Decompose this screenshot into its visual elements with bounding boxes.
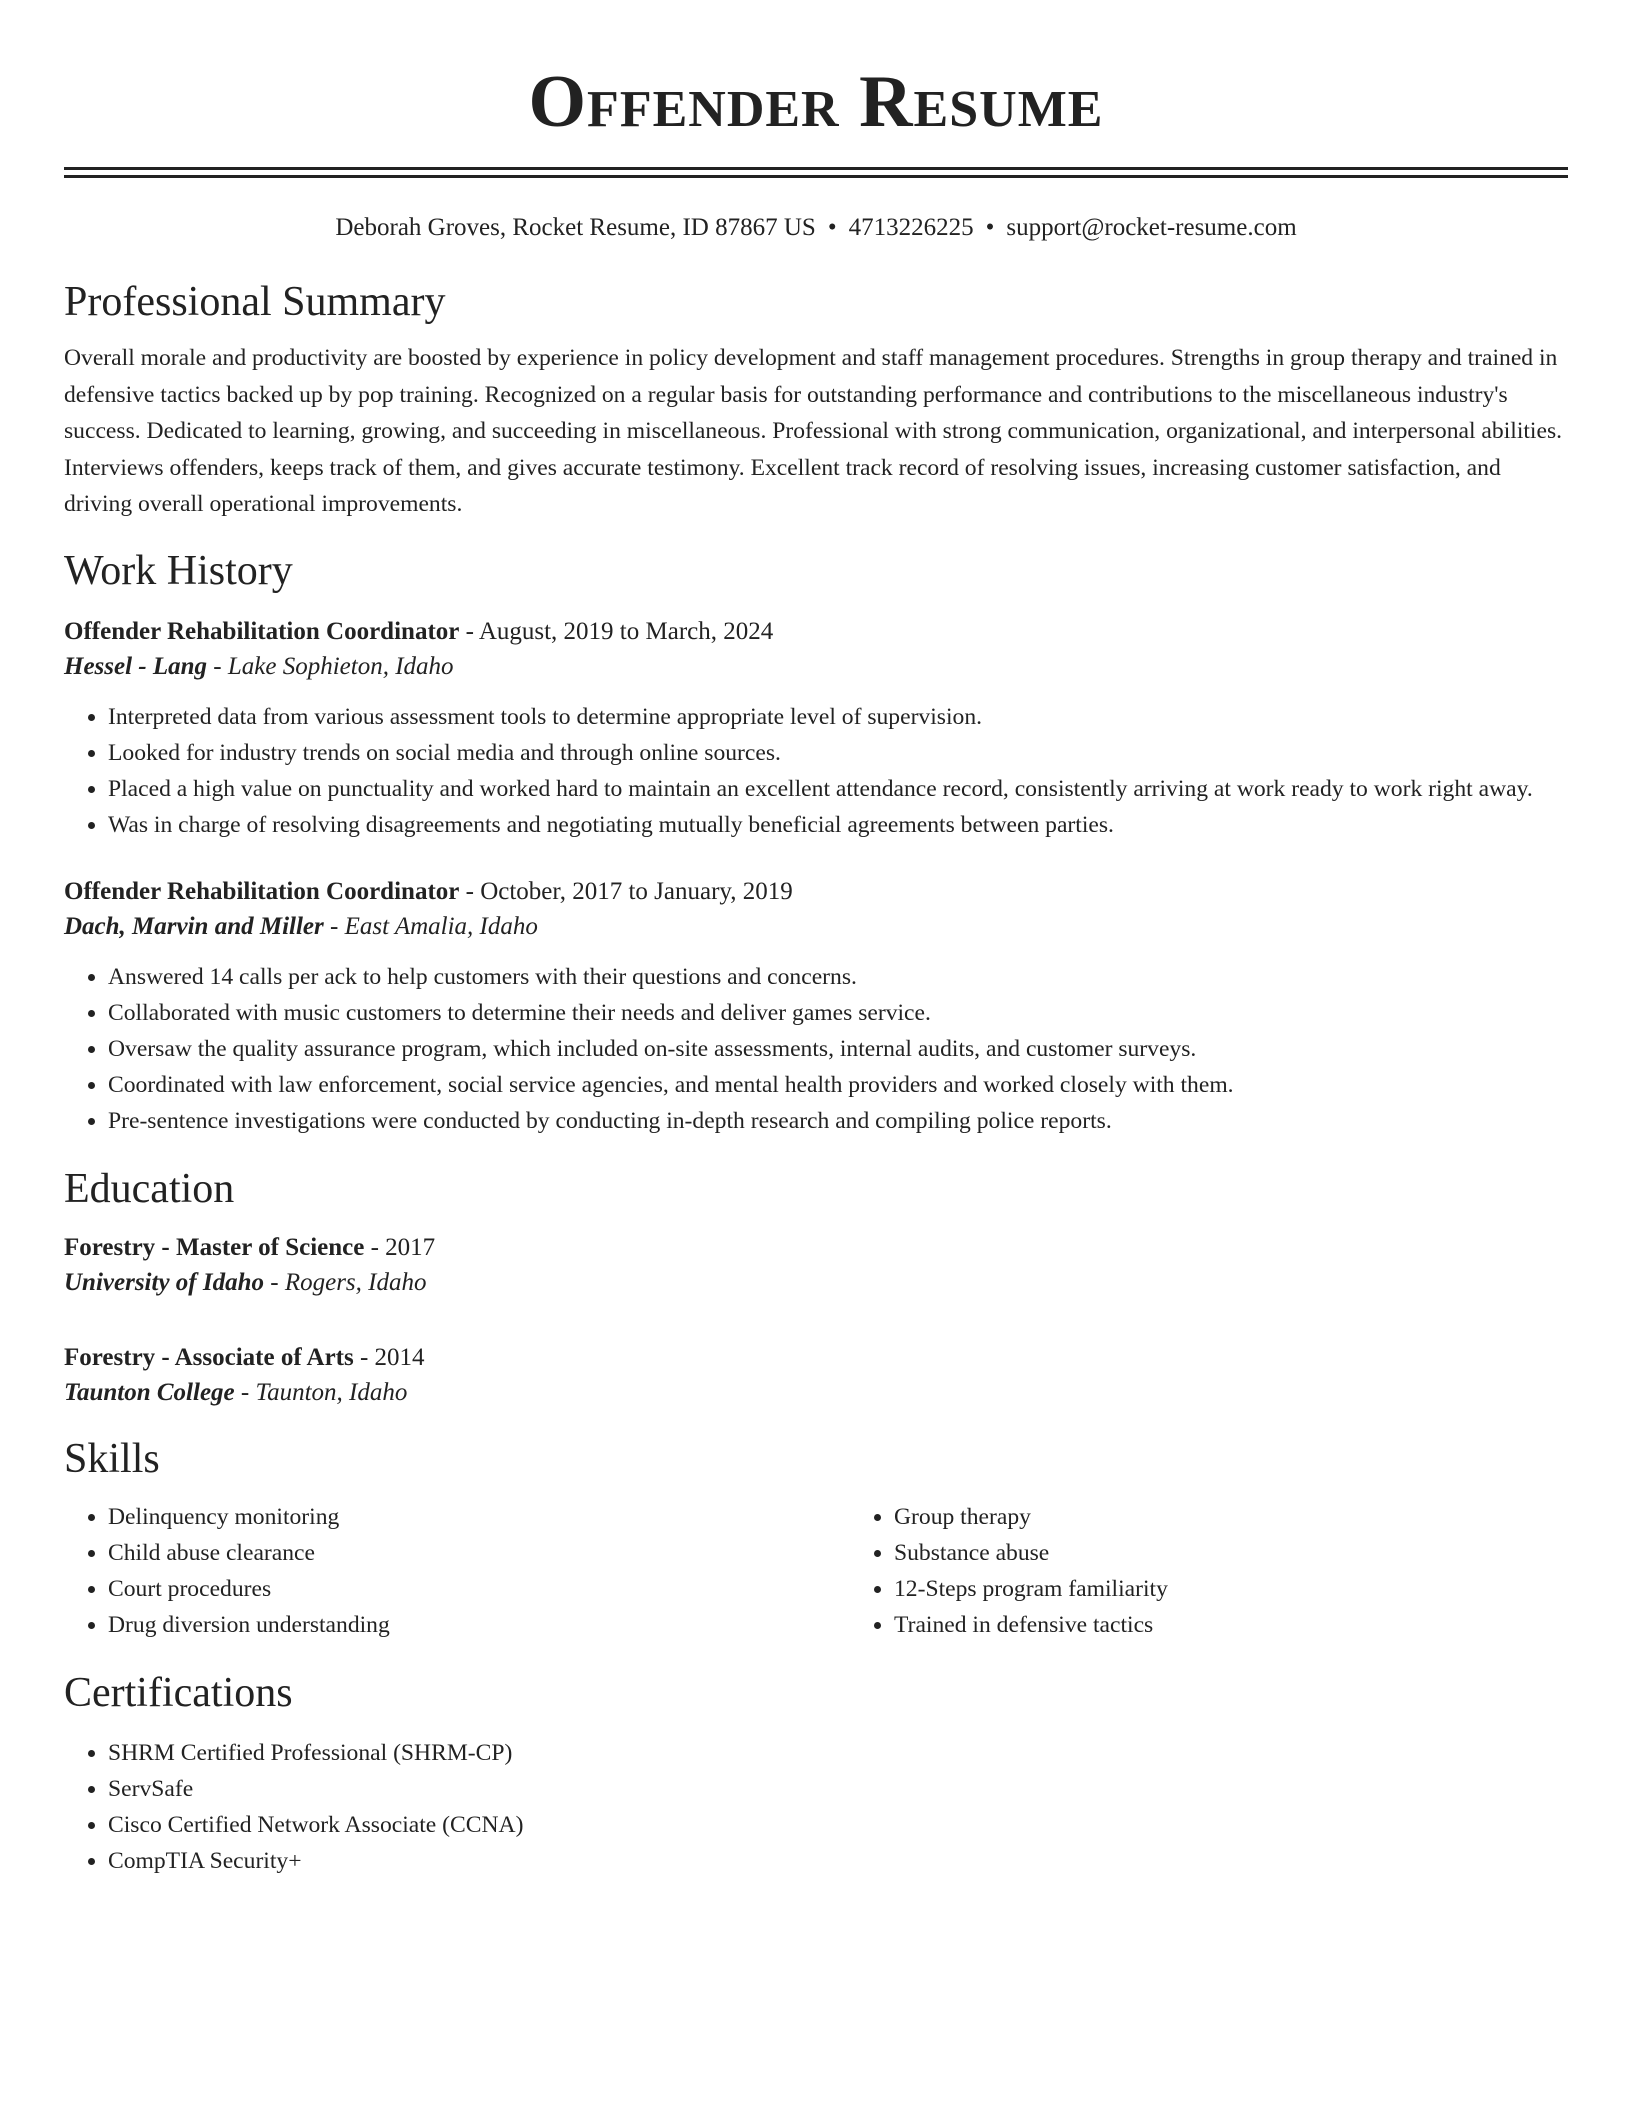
work-history-heading: Work History bbox=[64, 547, 293, 594]
job-duties bbox=[64, 959, 1568, 1139]
education-school: University of Idaho bbox=[64, 1268, 264, 1296]
job-header bbox=[64, 615, 1568, 649]
job-duty: • Was in charge of resolving disagreements and negotiating mutually beneficial agreements between parties. bbox=[108, 807, 1568, 843]
skills-columns bbox=[64, 1499, 1568, 1643]
skill-item: • Substance abuse bbox=[894, 1535, 1632, 1571]
job-location: - Lake Sophieton, Idaho bbox=[207, 652, 454, 680]
education-school-line bbox=[64, 1265, 1568, 1301]
job-duty: • Oversaw the quality assurance program, which included on-site assessments, internal audits, and customer surveys. bbox=[108, 1031, 1568, 1067]
education-location: - Taunton, Idaho bbox=[234, 1378, 408, 1406]
contact-phone: 4713226225 bbox=[848, 214, 974, 241]
contact-separator: • bbox=[985, 214, 995, 241]
job-title: Offender Rehabilitation Coordinator bbox=[64, 877, 460, 905]
skill-item: • Trained in defensive tactics bbox=[894, 1607, 1632, 1643]
education-school: Taunton College bbox=[64, 1378, 235, 1406]
skill-item: • Court procedures bbox=[108, 1571, 850, 1607]
education-year: - 2017 bbox=[364, 1233, 436, 1261]
education-heading: Education bbox=[64, 1165, 235, 1212]
job-duty: • Placed a high value on punctuality and worked hard to maintain an excellent attendance record, consistently arriving at work ready to work right away. bbox=[108, 771, 1568, 807]
summary-heading: Professional Summary bbox=[64, 279, 446, 325]
certifications-list bbox=[64, 1735, 1568, 1879]
education-year: - 2014 bbox=[353, 1343, 425, 1371]
contact-separator: • bbox=[827, 214, 837, 241]
certification-item: • CompTIA Security+ bbox=[108, 1843, 1568, 1879]
education-school-line bbox=[64, 1375, 1568, 1411]
education-location: - Rogers, Idaho bbox=[264, 1268, 427, 1296]
job-duty: • Pre-sentence investigations were conducted by conducting in-depth research and compiling police reports. bbox=[108, 1103, 1568, 1139]
job-dates: - August, 2019 to March, 2024 bbox=[459, 617, 774, 645]
job-entry bbox=[64, 875, 1568, 1139]
job-company: Hessel - Lang bbox=[64, 652, 208, 680]
skill-item: • Drug diversion understanding bbox=[108, 1607, 850, 1643]
job-company: Dach, Marvin and Miller bbox=[64, 912, 324, 940]
title-divider-top bbox=[64, 167, 1568, 170]
job-duty: • Answered 14 calls per ack to help customers with their questions and concerns. bbox=[108, 959, 1568, 995]
job-duty: • Interpreted data from various assessment tools to determine appropriate level of supervision. bbox=[108, 699, 1568, 735]
job-location: - East Amalia, Idaho bbox=[323, 912, 538, 940]
contact-address: Deborah Groves, Rocket Resume, ID 87867 US bbox=[335, 214, 816, 241]
contact-line bbox=[64, 212, 1568, 244]
summary-text: Overall morale and productivity are boosted by experience in policy development and staff management procedures. Strengths in group therapy and trained in defensive tactics backed up by pop training. Recognized on a regular basis for outstanding performance and contributions to the miscellaneous industry's success. Dedicated to learning, growing, and succeeding in miscellaneous. Professional with strong communication, organizational, and interpersonal abilities. Interviews offenders, keeps track of them, and gives accurate testimony. Excellent track record of resolving issues, increasing customer satisfaction, and driving overall operational improvements. bbox=[64, 345, 1563, 517]
education-degree: Forestry - Master of Science bbox=[64, 1233, 365, 1261]
job-title: Offender Rehabilitation Coordinator bbox=[64, 617, 460, 645]
skills-list-left bbox=[64, 1499, 850, 1643]
skill-item: • Child abuse clearance bbox=[108, 1535, 850, 1571]
job-employer bbox=[64, 909, 1568, 945]
education-degree: Forestry - Associate of Arts bbox=[64, 1343, 354, 1371]
job-duty: • Collaborated with music customers to determine their needs and deliver games service. bbox=[108, 995, 1568, 1031]
job-dates: - October, 2017 to January, 2019 bbox=[459, 877, 793, 905]
job-duties bbox=[64, 699, 1568, 843]
certification-item: • SHRM Certified Professional (SHRM-CP) bbox=[108, 1735, 1568, 1771]
skill-item: • Delinquency monitoring bbox=[108, 1499, 850, 1535]
job-duty: • Coordinated with law enforcement, social service agencies, and mental health providers and worked closely with them. bbox=[108, 1067, 1568, 1103]
title-divider-bottom bbox=[64, 175, 1568, 178]
certification-item: • ServSafe bbox=[108, 1771, 1568, 1807]
job-employer bbox=[64, 649, 1568, 685]
skills-heading: Skills bbox=[64, 1435, 160, 1482]
skill-item: • Group therapy bbox=[894, 1499, 1632, 1535]
job-duty: • Looked for industry trends on social media and through online sources. bbox=[108, 735, 1568, 771]
education-header bbox=[64, 1341, 1568, 1375]
resume-title: Offender Resume bbox=[528, 61, 1104, 143]
certifications-heading: Certifications bbox=[64, 1669, 293, 1716]
education-entry bbox=[64, 1341, 1568, 1411]
contact-email: support@rocket-resume.com bbox=[1006, 214, 1297, 241]
certification-item: • Cisco Certified Network Associate (CCNA) bbox=[108, 1807, 1568, 1843]
skills-list-right bbox=[850, 1499, 1632, 1643]
education-entry bbox=[64, 1231, 1568, 1301]
skill-item: • 12-Steps program familiarity bbox=[894, 1571, 1632, 1607]
job-entry bbox=[64, 615, 1568, 843]
education-header bbox=[64, 1231, 1568, 1265]
job-header bbox=[64, 875, 1568, 909]
